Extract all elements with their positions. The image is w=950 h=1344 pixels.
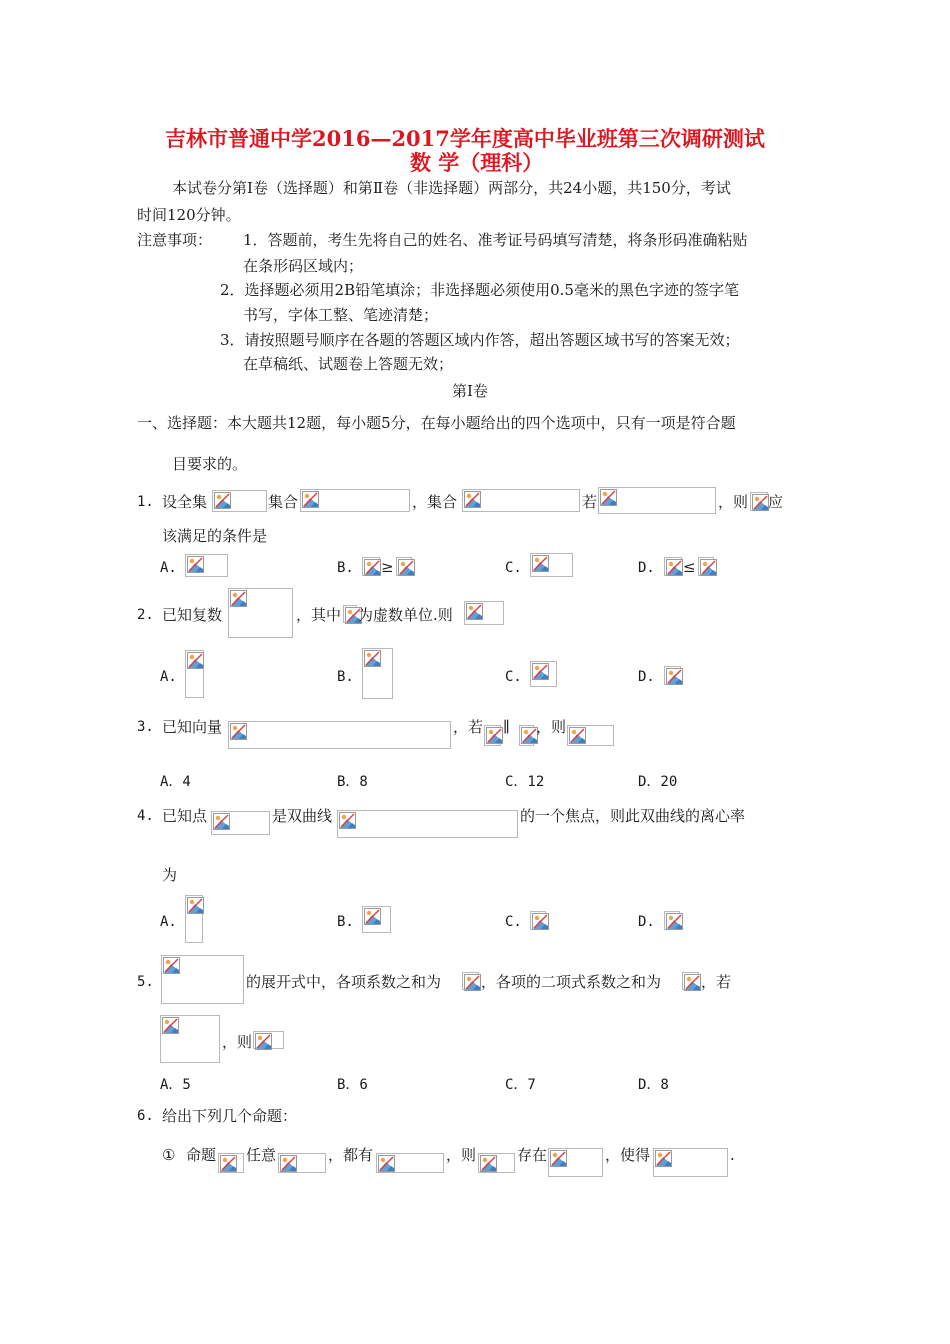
section-heading-1: 一、选择题：本大题共12题，每小题5分，在每小题给出的四个选项中，只有一项是符合题	[137, 414, 736, 432]
formula-image-icon	[530, 553, 573, 577]
broken-image-icon	[569, 727, 586, 744]
formula-image-icon	[160, 1015, 220, 1063]
broken-image-icon	[464, 491, 481, 508]
q6-text-4: ，都有	[328, 1146, 374, 1164]
formula-image-icon	[664, 911, 680, 930]
broken-image-icon	[378, 1155, 395, 1172]
formula-image-icon	[337, 810, 518, 838]
formula-image-icon	[185, 554, 228, 577]
q5-text-1: 的展开式中，各项系数之和为	[246, 973, 442, 991]
q1-number: 1.	[137, 494, 154, 510]
broken-image-icon	[666, 668, 683, 685]
q6-number: 6.	[137, 1108, 154, 1124]
formula-image-icon	[185, 650, 204, 698]
notice-2b: 书写，字体工整、笔迹清楚；	[243, 306, 439, 324]
q5-text-4: ，则	[222, 1033, 253, 1051]
formula-image-icon	[396, 557, 412, 576]
notice-1a: 1．答题前，考生先将自己的姓名、准考证号码填写清楚，将条形码准确粘贴	[243, 231, 748, 249]
formula-image-icon	[343, 605, 357, 623]
q1-text-5: ，则	[718, 493, 749, 511]
q3-option-b: B．8	[337, 774, 368, 790]
formula-image-icon	[212, 490, 267, 512]
broken-image-icon	[666, 559, 683, 576]
q3-option-c: C．12	[505, 774, 545, 790]
notice-2a: 2．选择题必须用2B铅笔填涂；非选择题必须使用0.5毫米的黑色字迹的签字笔	[220, 281, 739, 299]
q5-option-a: A．5	[160, 1077, 191, 1093]
q4-text-3: 的一个焦点，则此双曲线的离心率	[520, 807, 746, 825]
q1-text-6: 应	[768, 493, 784, 511]
q2-text-3: 为虚数单位.则	[358, 606, 453, 624]
q5-number: 5.	[137, 974, 154, 990]
q1-text-4: 若	[582, 493, 598, 511]
q5-text-3: ，若	[701, 973, 732, 991]
q1-option-c: C.	[505, 560, 522, 576]
formula-image-icon	[664, 557, 682, 576]
formula-image-icon	[750, 492, 768, 511]
part-heading: 第Ⅰ卷	[452, 382, 488, 400]
formula-image-icon	[462, 489, 580, 512]
q3-number: 3.	[137, 719, 154, 735]
q3-text-3: ∥	[503, 718, 510, 736]
broken-image-icon	[532, 663, 549, 680]
q1-option-d: D.	[638, 560, 655, 576]
broken-image-icon	[364, 908, 381, 925]
notice-label: 注意事项：	[137, 231, 213, 249]
broken-image-icon	[339, 812, 356, 829]
formula-image-icon	[228, 721, 451, 749]
q3-text-1: 已知向量	[162, 718, 223, 736]
broken-image-icon	[655, 1150, 672, 1167]
broken-image-icon	[230, 590, 247, 607]
broken-image-icon	[280, 1155, 297, 1172]
q4-text-2: 是双曲线	[272, 807, 333, 825]
q6-text-1: 给出下列几个命题：	[162, 1107, 298, 1125]
broken-image-icon	[302, 491, 319, 508]
broken-image-icon	[550, 1150, 567, 1167]
broken-image-icon	[187, 652, 204, 669]
formula-image-icon	[362, 648, 393, 699]
q6-text-3: 任意	[246, 1146, 277, 1164]
broken-image-icon	[486, 727, 503, 744]
formula-image-icon	[161, 955, 244, 1004]
q4-option-a: A.	[160, 914, 177, 930]
broken-image-icon	[162, 1017, 179, 1034]
broken-image-icon	[480, 1155, 497, 1172]
intro-line-1: 本试卷分第Ⅰ卷（选择题）和第Ⅱ卷（非选择题）两部分，共24小题，共150分，考试	[172, 179, 731, 197]
broken-image-icon	[700, 559, 717, 576]
formula-image-icon	[567, 725, 614, 746]
broken-image-icon	[214, 492, 231, 509]
notice-3b: 在草稿纸、试题卷上答题无效；	[243, 355, 454, 373]
q2-number: 2.	[137, 607, 154, 623]
formula-image-icon	[530, 911, 546, 930]
q3-option-a: A．4	[160, 774, 191, 790]
section-heading-2: 目要求的。	[172, 455, 248, 473]
broken-image-icon	[364, 650, 381, 667]
formula-image-icon	[698, 557, 714, 576]
q2-option-a: A.	[160, 669, 177, 685]
q6-text-8: .	[730, 1146, 735, 1164]
q1-option-b-op: ≥	[381, 558, 394, 576]
q5-option-c: C．7	[505, 1077, 536, 1093]
broken-image-icon	[230, 723, 247, 740]
q2-option-c: C.	[505, 669, 522, 685]
q1-option-a: A.	[160, 560, 177, 576]
q6-text-5: ，则	[446, 1146, 477, 1164]
q1-text-3: ，集合	[412, 493, 458, 511]
broken-image-icon	[187, 897, 204, 914]
q1-text-7: 该满足的条件是	[162, 527, 268, 545]
q4-number: 4.	[137, 808, 154, 824]
q1-option-b: B.	[337, 560, 354, 576]
q4-option-d: D.	[638, 914, 655, 930]
formula-image-icon	[682, 972, 699, 990]
q4-option-c: C.	[505, 914, 522, 930]
formula-image-icon	[218, 1153, 244, 1173]
broken-image-icon	[213, 813, 230, 830]
formula-image-icon	[478, 1153, 515, 1173]
q3-text-2: ，若	[453, 718, 484, 736]
q2-text-2: ，其中	[296, 606, 342, 624]
broken-image-icon	[666, 913, 683, 930]
q6-text-7: ，使得	[605, 1146, 651, 1164]
q5-option-d: D．8	[638, 1077, 669, 1093]
formula-image-icon	[228, 588, 293, 638]
q4-option-b: B.	[337, 914, 354, 930]
broken-image-icon	[532, 913, 549, 930]
broken-image-icon	[532, 555, 549, 572]
formula-image-icon	[484, 725, 501, 746]
q5-text-2: ，各项的二项式系数之和为	[481, 973, 662, 991]
formula-image-icon	[598, 487, 716, 514]
broken-image-icon	[684, 974, 701, 991]
q1-option-d-op: ≤	[683, 558, 696, 576]
broken-image-icon	[364, 559, 381, 576]
formula-image-icon	[376, 1153, 444, 1173]
exam-subtitle: 数 学（理科）	[410, 150, 544, 175]
formula-image-icon	[185, 895, 203, 943]
notice-1b: 在条形码区域内；	[243, 257, 364, 275]
broken-image-icon	[398, 559, 415, 576]
q2-text-1: 已知复数	[162, 606, 223, 624]
broken-image-icon	[187, 556, 204, 573]
q3-option-d: D．20	[638, 774, 678, 790]
notice-3a: 3．请按照题号顺序在各题的答题区域内作答，超出答题区域书写的答案无效；	[220, 331, 740, 349]
formula-image-icon	[653, 1148, 728, 1177]
broken-image-icon	[464, 974, 481, 991]
exam-title: 吉林市普通中学2016—2017学年度高中毕业班第三次调研测试	[165, 126, 765, 151]
q2-option-d: D.	[638, 669, 655, 685]
formula-image-icon	[464, 601, 504, 625]
q6-text-2: 命题	[186, 1146, 217, 1164]
q1-text-1: 设全集	[162, 493, 208, 511]
q5-option-b: B．6	[337, 1077, 368, 1093]
formula-image-icon	[300, 489, 410, 512]
broken-image-icon	[600, 489, 617, 506]
formula-image-icon	[664, 666, 681, 685]
formula-image-icon	[253, 1031, 284, 1049]
broken-image-icon	[163, 957, 180, 974]
q1-text-2: 集合	[268, 493, 299, 511]
formula-image-icon	[211, 811, 270, 835]
broken-image-icon	[752, 494, 769, 511]
formula-image-icon	[362, 906, 391, 933]
q6-text-6: 存在	[517, 1146, 548, 1164]
broken-image-icon	[466, 603, 483, 620]
q4-text-4: 为	[162, 866, 178, 884]
q6-item-marker: ①	[162, 1146, 176, 1164]
formula-image-icon	[462, 972, 479, 990]
q4-text-1: 已知点	[162, 807, 208, 825]
formula-image-icon	[278, 1153, 326, 1173]
q3-text-4: ，则	[536, 718, 567, 736]
q2-option-b: B.	[337, 669, 354, 685]
formula-image-icon	[519, 725, 534, 746]
intro-line-2: 时间120分钟。	[137, 206, 241, 224]
broken-image-icon	[255, 1033, 272, 1050]
formula-image-icon	[362, 557, 380, 576]
formula-image-icon	[548, 1148, 603, 1177]
broken-image-icon	[220, 1155, 237, 1172]
formula-image-icon	[530, 661, 557, 687]
